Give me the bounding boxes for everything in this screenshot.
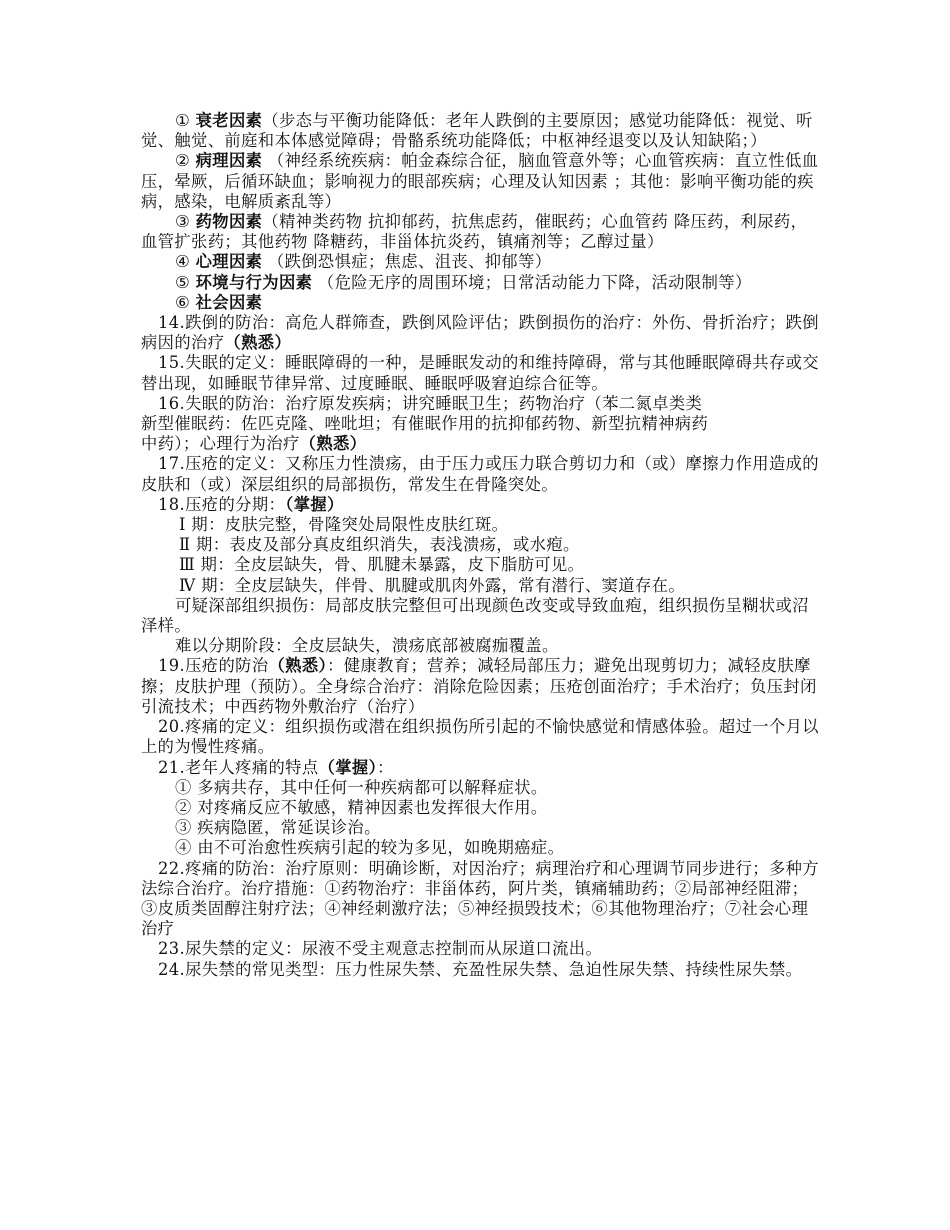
bold-text: （熟悉） <box>299 434 367 454</box>
paragraph <box>141 798 821 818</box>
text-run: ① <box>175 111 196 130</box>
text-run: 15.失眠的定义：睡眠障碍的一种，是睡眠发动的和维持障碍，常与其他睡眠障碍共存或交替出现，如睡眠节律异常、过度睡眠、睡眠呼吸窘迫综合征等。 <box>141 353 819 393</box>
text-run: ③ 疾病隐匿，常延误诊治。 <box>175 818 381 838</box>
document-page <box>141 111 821 980</box>
text-run: 18.压疮的分期： <box>158 494 286 514</box>
text-run: 19.压疮的防治 <box>158 656 269 676</box>
text-run: ：健康教育；营养；减轻局部压力；避免出现剪切力；减轻皮肤摩擦；皮肤护理（预防）。全身综合治疗：消除危险因素；压疮创面治疗；手术治疗；负压封闭引流技术；中西药物外敷治疗（治疗） <box>141 656 817 716</box>
paragraph <box>141 414 821 434</box>
text-run: 24.尿失禁的常见类型：压力性尿失禁、充盈性尿失禁、急迫性尿失禁、持续性尿失禁。 <box>158 959 803 979</box>
text-run: 21.老年人疼痛的特点 <box>158 757 319 777</box>
paragraph <box>141 111 821 151</box>
text-run: ： <box>377 757 394 777</box>
paragraph <box>141 353 821 393</box>
paragraph <box>141 636 821 656</box>
bold-text: 病理因素 <box>195 151 263 171</box>
bold-text: 心理因素 <box>195 252 263 272</box>
paragraph <box>141 434 821 454</box>
text-run: ④ <box>175 252 196 272</box>
paragraph <box>141 758 821 778</box>
bold-text: （掌握） <box>285 494 344 514</box>
text-run: （神经系统疾病：帕金森综合征，脑血管意外等；心血管疾病：直立性低血压，晕厥，后循环缺血；影响视力的眼部疾病；心理及认知因素 ；其他：影响平衡功能的疾病，感染，电解质紊乱等） <box>141 151 819 211</box>
text-run: （跌倒恐惧症；焦虑、沮丧、抑郁等） <box>262 252 552 272</box>
text-run: 23.尿失禁的定义：尿液不受主观意志控制而从尿道口流出。 <box>158 939 603 959</box>
bold-text: 药物因素 <box>195 212 263 232</box>
text-run: ① 多病共存，其中任何一种疾病都可以解释症状。 <box>175 777 548 797</box>
paragraph <box>141 717 821 757</box>
paragraph <box>141 212 821 252</box>
text-run: ⑤ <box>175 272 196 292</box>
paragraph <box>141 939 821 959</box>
text-run: 难以分期阶段：全皮层缺失，溃疡底部被腐痂覆盖。 <box>175 636 559 656</box>
text-run: 中药）；心理行为治疗 <box>141 434 300 454</box>
text-run: 新型催眠药：佐匹克隆、唑吡坦；有催眠作用的抗抑郁药物、新型抗精神病药 <box>141 414 709 434</box>
bold-text: 社会因素 <box>195 292 263 312</box>
text-run: （步态与平衡功能降低：老年人跌倒的主要原因；感觉功能降低：视觉、听觉、触觉、前庭和本体感觉障碍；骨骼系统功能降低；中枢神经退变以及认知缺陷；） <box>141 111 813 151</box>
paragraph <box>141 454 821 494</box>
text-run: 16.失眠的防治：治疗原发疾病；讲究睡眠卫生；药物治疗（苯二氮卓类类 <box>158 393 703 413</box>
paragraph <box>141 151 821 212</box>
text-run: 22.疼痛的防治：治疗原则：明确诊断，对因治疗；病理治疗和心理调节同步进行；多种方法综合治疗。治疗措施：①药物治疗：非甾体药，阿片类，镇痛辅助药；②局部神经阻滞；③皮质类固醇注射疗法；④神经刺激疗法；⑤神经损毁技术；⑥其他物理治疗；⑦社会心理治疗 <box>141 858 819 939</box>
paragraph <box>141 535 821 555</box>
paragraph <box>141 394 821 414</box>
text-run: 17.压疮的定义：又称压力性溃疡，由于压力或压力联合剪切力和（或）摩擦力作用造成的皮肤和（或）深层组织的局部损伤，常发生在骨隆突处。 <box>141 454 819 494</box>
paragraph <box>141 818 821 838</box>
paragraph <box>141 838 821 858</box>
paragraph <box>141 778 821 798</box>
text-run: （危险无序的周围环境；日常活动能力下降，活动限制等） <box>312 272 752 292</box>
text-run: Ⅲ 期：全皮层缺失，骨、肌腱未暴露，皮下脂肪可见。 <box>179 555 585 575</box>
paragraph <box>141 960 821 980</box>
text-run: Ⅳ 期：全皮层缺失，伴骨、肌腱或肌肉外露，常有潜行、窦道存在。 <box>179 575 686 595</box>
bold-text: 环境与行为因素 <box>195 272 313 292</box>
text-run: 20.疼痛的定义：组织损伤或潜在组织损伤所引起的不愉快感觉和情感体验。超过一个月以上的为慢性疼痛。 <box>141 717 819 757</box>
text-run: ③ <box>175 212 196 232</box>
paragraph <box>141 252 821 272</box>
bold-text: （熟悉） <box>268 656 328 676</box>
text-run: ⑥ <box>175 292 196 312</box>
paragraph <box>141 495 821 515</box>
text-run: ② 对疼痛反应不敏感，精神因素也发挥很大作用。 <box>175 797 548 817</box>
paragraph <box>141 273 821 293</box>
text-run: ④ 由不可治愈性疾病引起的较为多见，如晚期癌症。 <box>175 838 565 858</box>
paragraph <box>141 656 821 717</box>
paragraph <box>141 555 821 575</box>
text-run: （精神类药物 抗抑郁药，抗焦虑药，催眠药；心血管药 降压药，利尿药，血管扩张药；其他药物 降糖药，非甾体抗炎药，镇痛剂等；乙醇过量） <box>141 212 808 252</box>
text-run: 可疑深部组织损伤：局部皮肤完整但可出现颜色改变或导致血疱，组织损伤呈糊状或沼泽样。 <box>141 595 809 636</box>
text-run: Ⅰ 期：皮肤完整，骨隆突处局限性皮肤红斑。 <box>179 515 509 535</box>
paragraph <box>141 576 821 596</box>
text-run: ② <box>175 151 196 171</box>
bold-text: （掌握） <box>318 757 378 777</box>
paragraph <box>141 313 821 353</box>
text-run: Ⅱ 期：表皮及部分真皮组织消失，表浅溃疡，或水疱。 <box>179 535 580 555</box>
bold-text: （熟悉） <box>224 333 292 353</box>
paragraph <box>141 596 821 636</box>
paragraph <box>141 515 821 535</box>
text-run: 14.跌倒的防治：高危人群筛查，跌倒风险评估；跌倒损伤的治疗：外伤、骨折治疗；跌倒病因的治疗 <box>141 313 819 353</box>
bold-text: 衰老因素 <box>195 111 263 130</box>
paragraph <box>141 293 821 313</box>
paragraph <box>141 859 821 940</box>
